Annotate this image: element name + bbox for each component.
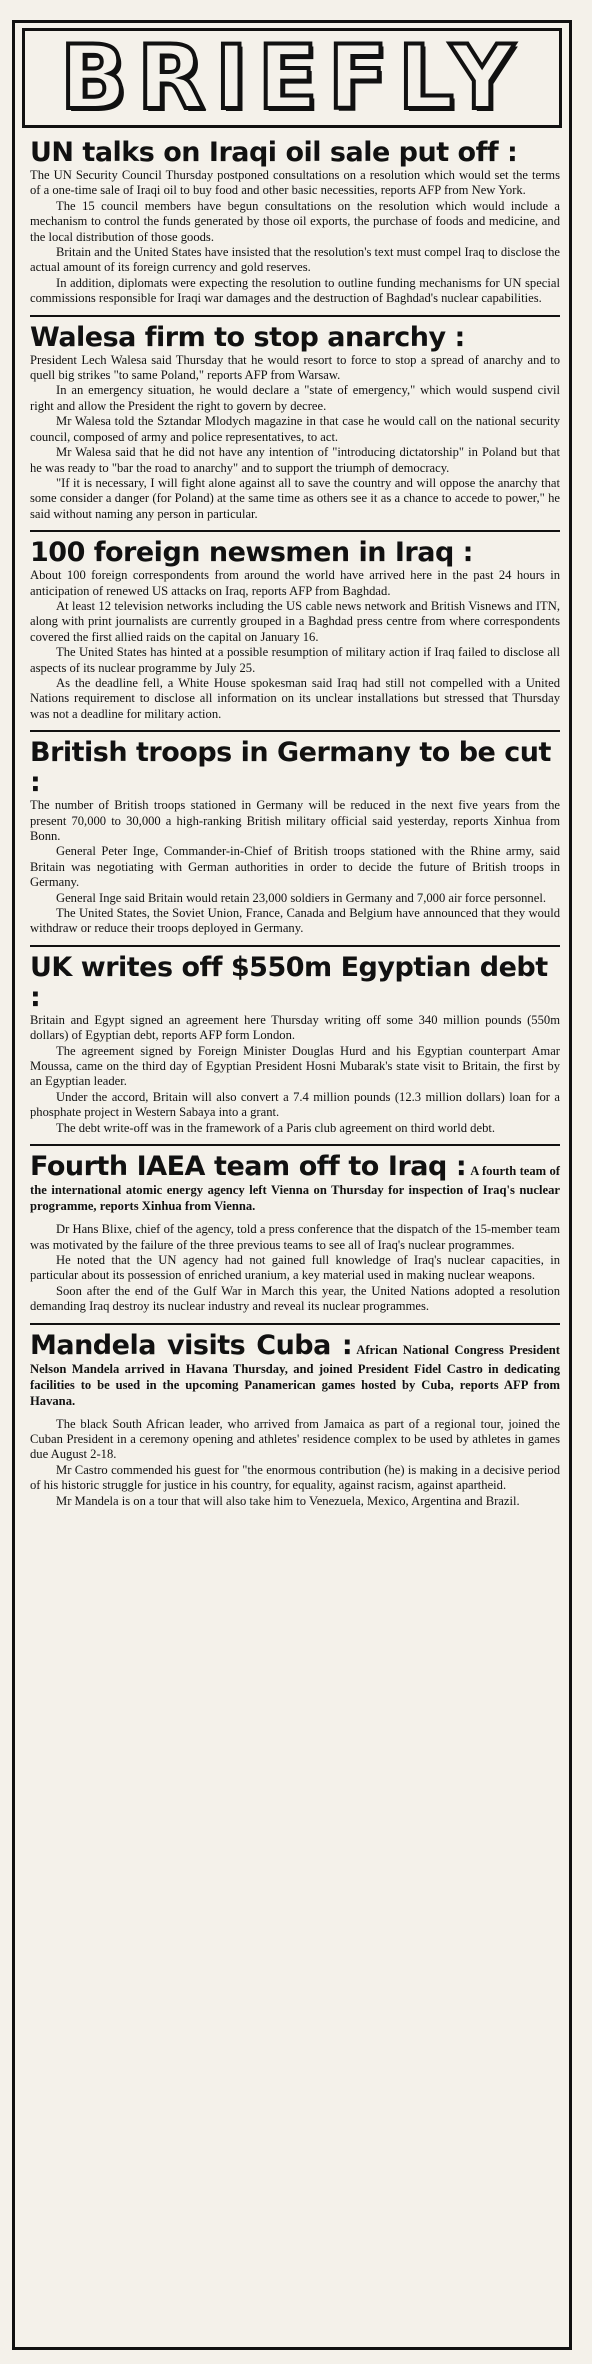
story-paragraph: Soon after the end of the Gulf War in March this year, the United Nations adopted a resolution demanding Iraq destroy its nuclear industry and reveal its nuclear programmes. [30,1283,560,1314]
news-story [30,1331,560,1509]
story-paragraph: The UN Security Council Thursday postponed consultations on a resolution which would set the terms of a one-time sale of Iraqi oil to buy food and other basic necessities, reports AFP from New York. [30,168,560,198]
story-paragraph: General Peter Inge, Commander-in-Chief of British troops stationed with the Rhine army, said Britain was negotiating with German authorities in order to decide the future of British troops in Germany. [30,844,560,890]
story-paragraph: In addition, diplomats were expecting the resolution to outline funding mechanisms for UN special commissions responsible for Iraqi war damages and the destruction of Baghdad's nuclear capabilities. [30,275,560,306]
story-headline: Fourth IAEA team off to Iraq : [30,1151,467,1183]
story-paragraph: Mr Castro commended his guest for "the enormous contribution (he) is making in a decisive period of his historic struggle for justice in his country, for equality, against racism, against apartheid. [30,1462,560,1493]
story-paragraph: President Lech Walesa said Thursday that he would resort to force to stop a spread of anarchy and to quell big strikes "to same Poland," reports AFP from Warsaw. [30,352,560,383]
story-paragraph: At least 12 television networks including the US cable news network and British Visnews and ITN, along with print journalists are currently grouped in a Baghdad press centre from where correspondents covered the first allied raids on the capital on January 16. [30,598,560,644]
banner-title: BRIEFLY [60,26,524,129]
story-headline: UK writes off $550m Egyptian debt : [30,951,548,1013]
story-heading-line [30,323,560,353]
story-divider [30,945,560,947]
story-headline: Mandela visits Cuba : [30,1329,353,1361]
story-lead: A fourth team of the international atomic energy agency left Vienna on Thursday for inspection of Iraq's nuclear programme, reports Xinhua from Vienna. [30,1164,560,1214]
story-paragraph: The debt write-off was in the framework of a Paris club agreement on third world debt. [56,1120,496,1135]
story-paragraph: Mr Walesa said that he did not have any intention of "introducing dictatorship" in Poland but that he was ready to "bar the road to anarchy" and to support the triumph of democracy. [30,445,560,475]
briefly-banner [22,28,562,128]
story-paragraph: The United States has hinted at a possible resumption of military action if Iraq failed to disclose all aspects of its nuclear programme by July 25. [30,645,560,675]
story-divider [30,1144,560,1146]
story-divider [30,1323,560,1325]
story-heading-line [30,738,560,798]
story-paragraph: The agreement signed by Foreign Minister Douglas Hurd and his Egyptian counterpart Amar Moussa, came on the third day of Egyptian President Hosni Mubarak's state visit to Britain, the first by an Egyptian leader. [30,1043,560,1089]
page-header-fragment [0,0,592,15]
story-paragraph: "If it is necessary, I will fight alone against all to save the country and will oppose the anarchy that some consider a danger (for Poland) at the same time as others see it as a chance to accede to power," he said without naming any person in particular. [30,475,560,521]
story-divider [30,530,560,532]
news-briefs [30,138,560,1517]
story-paragraph: The 15 council members have begun consultations on the resolution which would include a mechanism to control the funds generated by those oil exports, the purchase of foods and medicine, and the local distribution of those goods. [30,198,560,244]
story-paragraph: Mr Mandela is on a tour that will also take him to Venezuela, Mexico, Argentina and Brazil. [56,1493,520,1508]
news-story [30,323,560,522]
story-paragraph: In an emergency situation, he would declare a "state of emergency," which would suspend civil right and allow the President the right to govern by decree. [30,383,560,413]
story-paragraph: Under the accord, Britain will also convert a 7.4 million pounds (12.3 million dollars) loan for a phosphate project in Western Sabaya into a grant. [30,1089,560,1120]
story-paragraph: As the deadline fell, a White House spokesman said Iraq had still not compelled with a United Nations requirement to disclose all information on its unclear installations but stressed that Thursday was not a deadline for military action. [30,675,560,721]
story-heading-line [30,1331,560,1409]
story-paragraph: About 100 foreign correspondents from around the world have arrived here in the past 24 hours in anticipation of renewed US attacks on Iraq, reports AFP from Baghdad. [30,568,560,598]
story-headline: UN talks on Iraqi oil sale put off : [30,137,518,168]
story-paragraph: Dr Hans Blixe, chief of the agency, told a press conference that the dispatch of the 15-member team was motivated by the failure of the three previous teams to see all of Iraq's nuclear programmes. [30,1222,560,1252]
story-headline: British troops in Germany to be cut : [30,737,551,799]
story-heading-line [30,953,560,1013]
story-paragraph: He noted that the UN agency had not gained full knowledge of Iraq's nuclear capacities, in particular about its possession of enriched uranium, a key material used in making nuclear weapons. [30,1252,560,1283]
story-paragraph: The United States, the Soviet Union, France, Canada and Belgium have announced that they would withdraw or reduce their troops deployed in Germany. [30,906,560,936]
story-paragraph: Britain and Egypt signed an agreement here Thursday writing off some 340 million pounds (550m dollars) of Egyptian debt, reports AFP form London. [30,1012,560,1043]
story-paragraph: Britain and the United States have insisted that the resolution's text must compel Iraq to disclose the actual amount of its foreign currency and gold reserves. [30,245,560,275]
news-story [30,1152,560,1314]
story-lead: African National Congress President Nelson Mandela arrived in Havana Thursday, and joined President Fidel Castro in dedicating facilities to be used in the upcoming Panamerican games hosted by Cuba, reports AFP from Havana. [30,1342,560,1408]
story-paragraph: The black South African leader, who arrived from Jamaica as part of a regional tour, joined the Cuban President in a ceremony opening and athletes' residence complex to be used by athletes in games due August 2-18. [30,1416,560,1462]
story-heading-line [30,1152,560,1214]
news-story [30,953,560,1136]
story-divider [30,315,560,317]
story-paragraph: Mr Walesa told the Sztandar Mlodych magazine in that case he would call on the national security council, composed of army and police representatives, to act. [30,414,560,444]
story-headline: 100 foreign newsmen in Iraq : [30,537,473,569]
story-paragraph: General Inge said Britain would retain 23,000 soldiers in Germany and 7,000 air force personnel. [56,890,546,905]
news-story [30,138,560,307]
news-story [30,738,560,937]
news-story [30,538,560,722]
story-heading-line [30,538,560,568]
story-heading-line [30,138,560,168]
story-divider [30,730,560,732]
story-paragraph: The number of British troops stationed in Germany will be reduced in the next five years from the present 70,000 to 30,000 a high-ranking British military official said yesterday, reports Xinhua from Bonn. [30,798,560,843]
story-headline: Walesa firm to stop anarchy : [30,321,465,353]
